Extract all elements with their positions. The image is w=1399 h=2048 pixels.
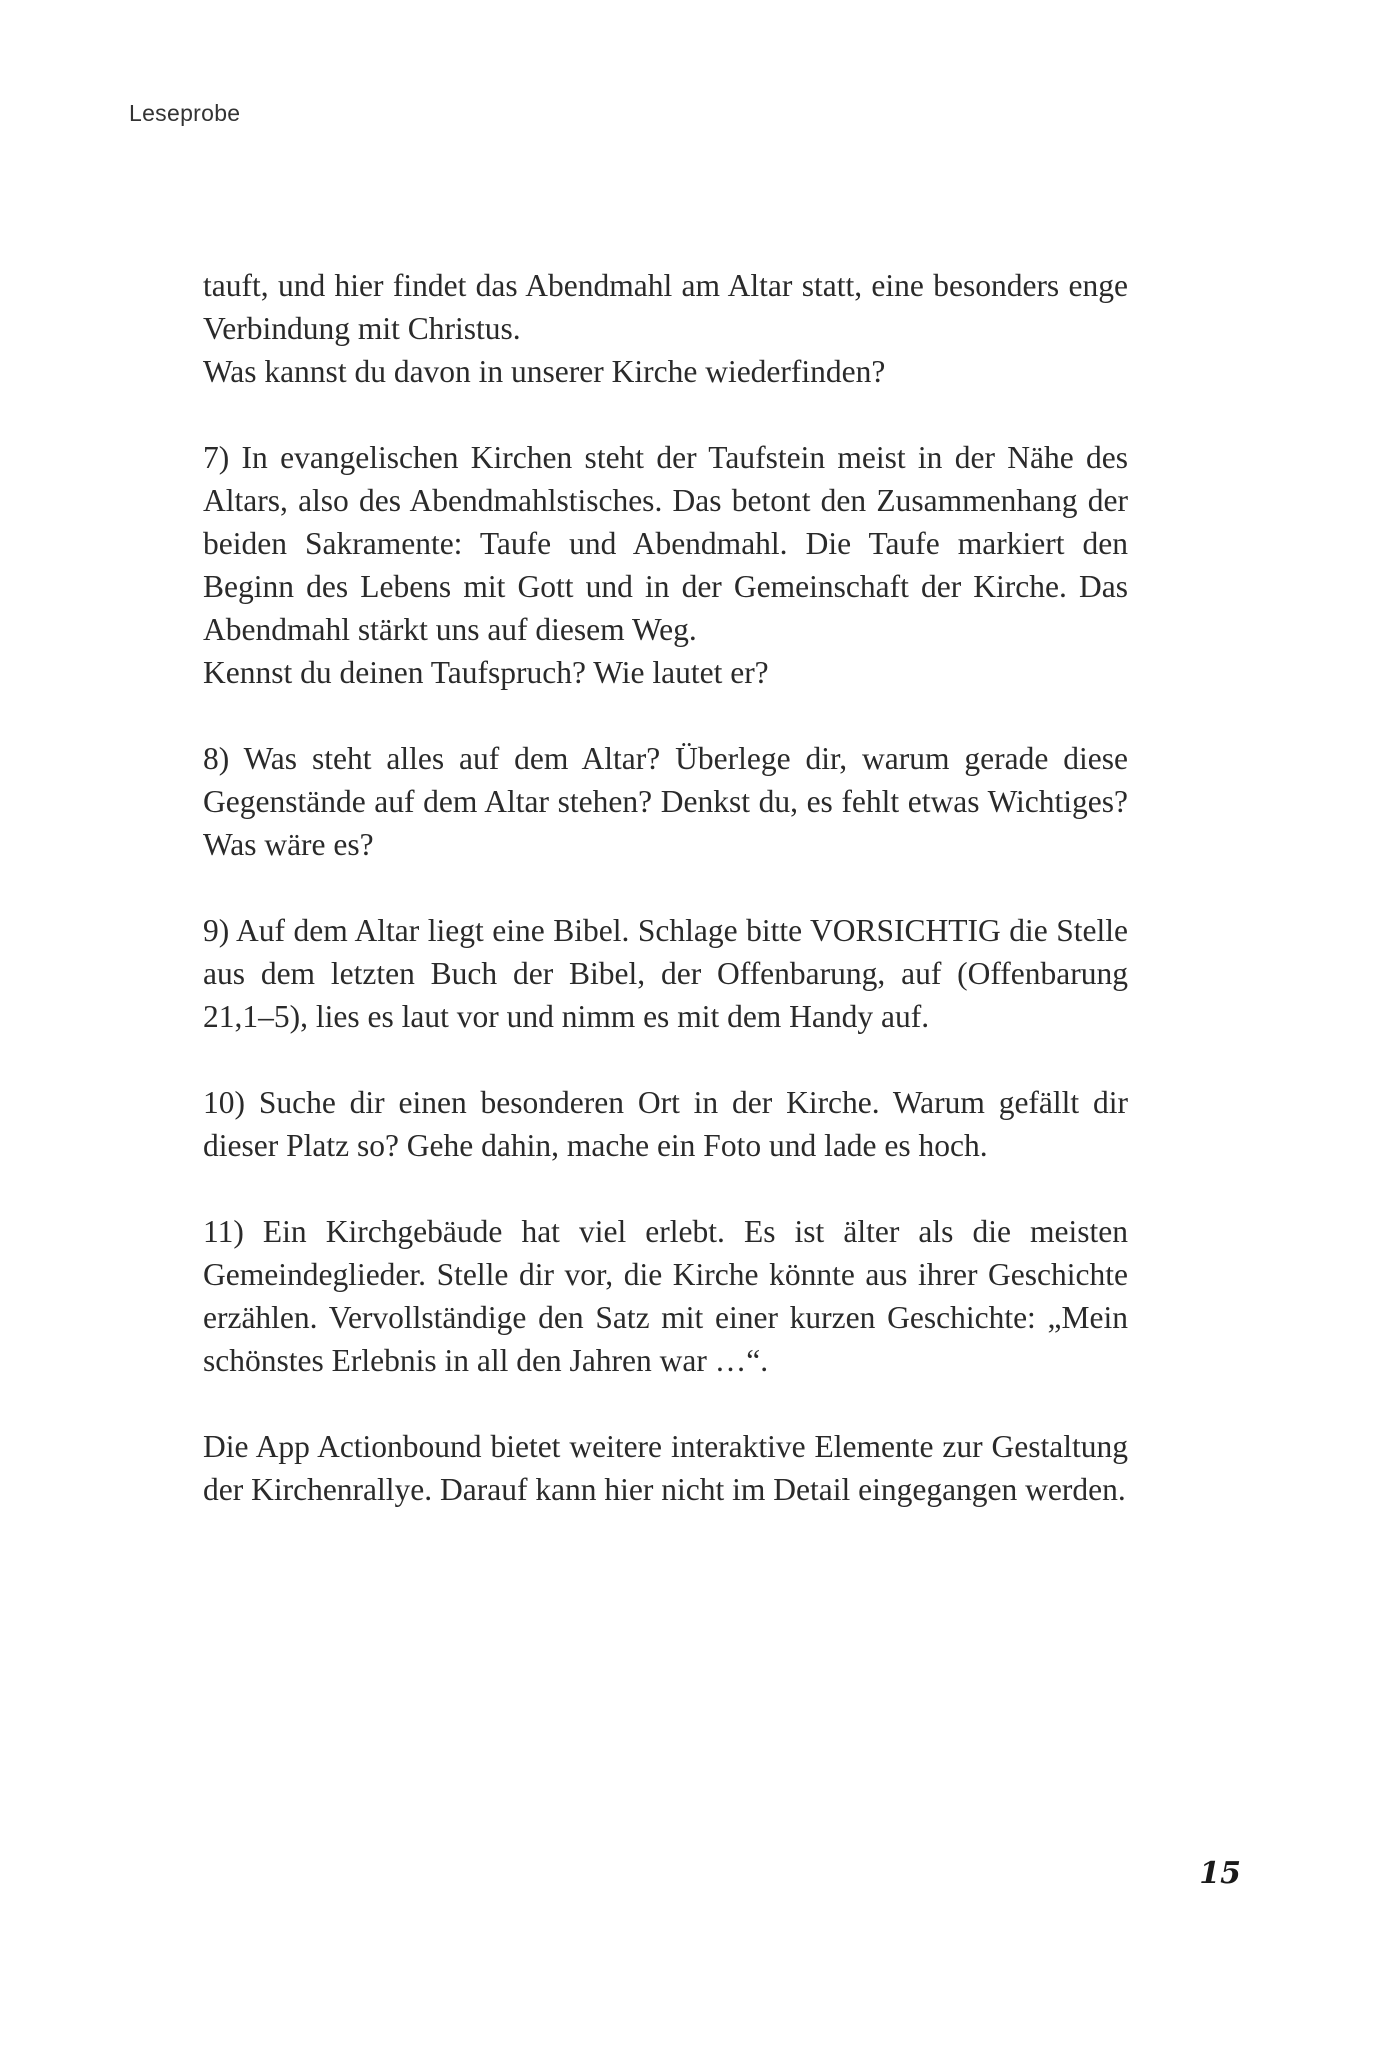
paragraph-line: 7) In evangelischen Kirchen steht der Taufstein meist in der Nähe des Altars, also des Abendmahlstisches. Das betont den Zusammenhang der beiden Sakramente: Taufe und Abendmahl. Die Taufe markiert den Beginn des Lebens mit Gott und in der Gemeinschaft der Kirche. Das Abendmahl stärkt uns auf diesem Weg. xyxy=(203,440,1128,647)
paragraph-item-9 xyxy=(203,909,1128,1038)
paragraph-line: 8) Was steht alles auf dem Altar? Überlege dir, warum gerade diese Gegenstände auf dem Altar stehen? Denkst du, es fehlt etwas Wichtiges? Was wäre es? xyxy=(203,741,1128,862)
body-text xyxy=(203,264,1128,1511)
paragraph-question: Was kannst du davon in unserer Kirche wiederfinden? xyxy=(203,354,886,389)
paragraph-item-7 xyxy=(203,436,1128,694)
paragraph-item-8 xyxy=(203,737,1128,866)
paragraph-item-11 xyxy=(203,1210,1128,1382)
paragraph-line: 9) Auf dem Altar liegt eine Bibel. Schlage bitte VORSICHTIG die Stelle aus dem letzten Buch der Bibel, der Offenbarung, auf (Offenbarung 21,1–5), lies es laut vor und nimm es mit dem Handy auf. xyxy=(203,913,1128,1034)
paragraph-line: tauft, und hier findet das Abendmahl am Altar statt, eine besonders enge Verbindung mit Christus. xyxy=(203,268,1128,346)
paragraph-item-10 xyxy=(203,1081,1128,1167)
paragraph-line: 10) Suche dir einen besonderen Ort in der Kirche. Warum gefällt dir dieser Platz so? Gehe dahin, mache ein Foto und lade es hoch. xyxy=(203,1085,1128,1163)
paragraph-line: 11) Ein Kirchgebäude hat viel erlebt. Es ist älter als die meisten Gemeindeglieder. Stelle dir vor, die Kirche könnte aus ihrer Geschichte erzählen. Vervollständige den Satz mit einer kurzen Geschichte: „Mein schönstes Erlebnis in all den Jahren war …“. xyxy=(203,1214,1128,1378)
paragraph-line: Die App Actionbound bietet weitere interaktive Elemente zur Gestaltung der Kirchenrallye. Darauf kann hier nicht im Detail eingegangen werden. xyxy=(203,1429,1128,1507)
running-header: Leseprobe xyxy=(129,100,241,126)
paragraph-intro xyxy=(203,264,1128,393)
paragraph-closing xyxy=(203,1425,1128,1511)
page-number: 15 xyxy=(1199,1856,1241,1891)
paragraph-question: Kennst du deinen Taufspruch? Wie lautet er? xyxy=(203,655,769,690)
